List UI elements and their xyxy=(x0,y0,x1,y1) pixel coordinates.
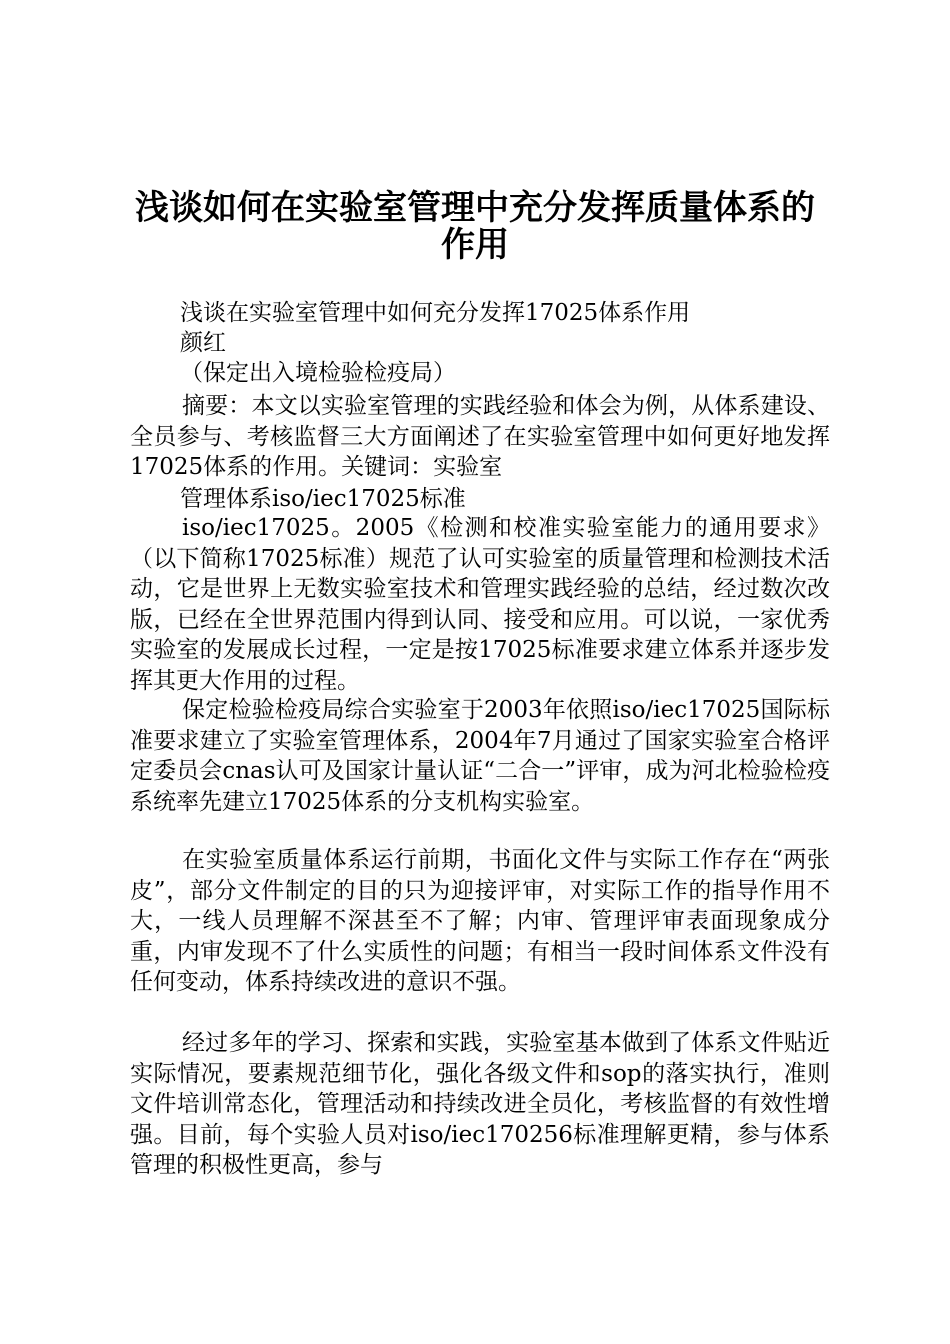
abstract-paragraph: 摘要：本文以实验室管理的实践经验和体会为例，从体系建设、全员参与、考核监督三大方面阐述了在实验室管理中如何更好地发挥17025体系的作用。关键词：实验室 xyxy=(130,393,830,480)
document-title-line-1: 浅谈如何在实验室管理中充分发挥质量体系的 xyxy=(135,188,815,228)
author-affiliation: （保定出入境检验检疫局） xyxy=(180,360,456,386)
document-title-line-2: 作用 xyxy=(441,225,509,265)
keywords-line: 管理体系iso/iec17025标准 xyxy=(180,486,466,512)
body-paragraph-1: iso/iec17025。2005《检测和校准实验室能力的通用要求》（以下简称17025标准）规范了认可实验室的质量管理和检测技术活动，它是世界上无数实验室技术和管理实践经验的总结，经过数次改版，已经在全世界范围内得到认同、接受和应用。可以说，一家优秀实验室的发展成长过程，一定是按17025标准要求建立体系并逐步发挥其更大作用的过程。 xyxy=(130,515,830,694)
body-paragraph-2: 保定检验检疫局综合实验室于2003年依照iso/iec17025国际标准要求建立了实验室管理体系，2004年7月通过了国家实验室合格评定委员会cnas认可及国家计量认证“二合一”评审，成为河北检验检疫系统率先建立17025体系的分支机构实验室。 xyxy=(130,697,830,815)
author-name: 颜红 xyxy=(180,330,226,356)
body-paragraph-4: 经过多年的学习、探索和实践，实验室基本做到了体系文件贴近实际情况，要素规范细节化，强化各级文件和sop的落实执行，准则文件培训常态化，管理活动和持续改进全员化，考核监督的有效性增强。目前，每个实验人员对iso/iec170256标准理解更精，参与体系管理的积极性更高，参与 xyxy=(130,1030,830,1178)
body-paragraph-3: 在实验室质量体系运行前期，书面化文件与实际工作存在“两张皮”，部分文件制定的目的只为迎接评审，对实际工作的指导作用不大，一线人员理解不深甚至不了解；内审、管理评审表面现象成分重，内审发现不了什么实质性的问题；有相当一段时间体系文件没有任何变动，体系持续改进的意识不强。 xyxy=(130,847,830,995)
document-subtitle: 浅谈在实验室管理中如何充分发挥17025体系作用 xyxy=(180,300,691,326)
